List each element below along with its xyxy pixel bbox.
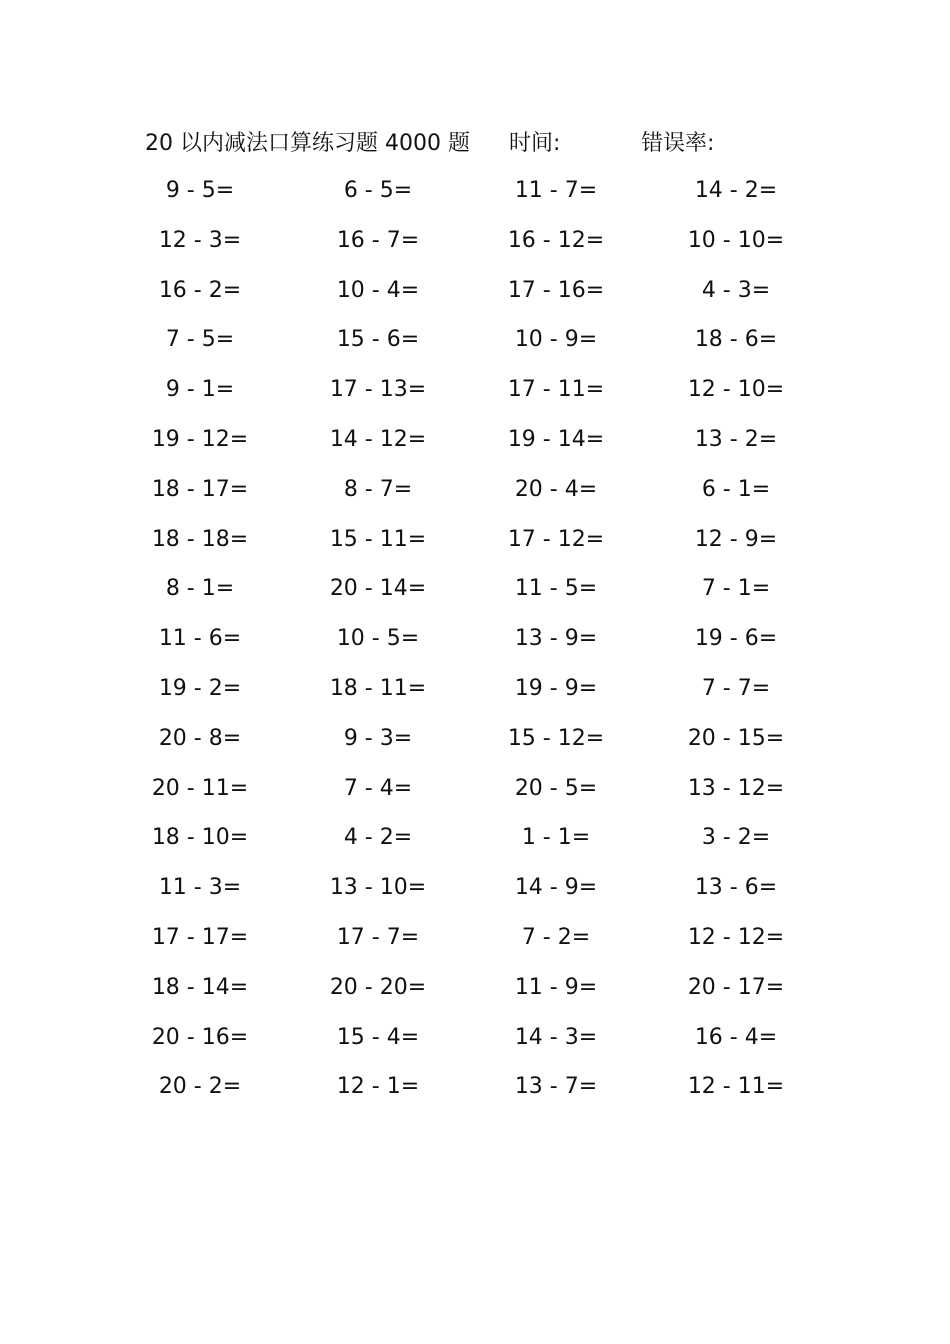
problem-cell: 13 - 2= [694,426,778,452]
problem-cell: 17 - 16= [507,277,605,303]
problem-cell: 14 - 3= [514,1024,598,1050]
problem-cell: 18 - 6= [694,327,778,353]
problem-cell: 11 - 7= [514,178,598,203]
problem-cell: 7 - 5= [165,327,235,353]
problem-cell: 12 - 12= [687,924,785,950]
problem-cell: 20 - 5= [514,775,598,801]
problem-cell: 16 - 12= [507,227,605,253]
problem-cell: 20 - 20= [329,974,427,1000]
problem-cell: 15 - 11= [329,526,427,552]
problem-cell: 15 - 4= [336,1024,420,1050]
problem-cell: 19 - 9= [514,675,598,701]
problem-cell: 11 - 9= [514,974,598,1000]
problem-cell: 13 - 6= [694,875,778,901]
problem-cell: 10 - 4= [336,277,420,303]
problem-cell: 17 - 13= [329,377,427,403]
problem-cell: 14 - 2= [694,178,778,203]
problem-cell: 10 - 5= [336,626,420,652]
problem-cell: 9 - 1= [165,377,235,403]
problem-cell: 6 - 5= [343,178,413,203]
problem-cell: 12 - 10= [687,377,785,403]
problem-cell: 11 - 6= [158,626,242,652]
problem-cell: 13 - 9= [514,626,598,652]
problem-cell: 13 - 10= [329,875,427,901]
problem-cell: 12 - 9= [694,526,778,552]
problem-cell: 7 - 2= [521,924,591,950]
problem-cell: 16 - 2= [158,277,242,303]
problem-cell: 15 - 12= [507,725,605,751]
problem-cell: 20 - 2= [158,1074,242,1100]
problem-cell: 17 - 12= [507,526,605,552]
problem-cell: 13 - 12= [687,775,785,801]
error-rate-label: 错误率: [641,131,715,156]
problem-cell: 19 - 14= [507,426,605,452]
problem-cell: 17 - 17= [151,924,249,950]
problem-cell: 18 - 17= [151,476,249,502]
problem-cell: 7 - 1= [701,576,771,602]
problem-cell: 18 - 11= [329,675,427,701]
problem-cell: 9 - 5= [165,178,235,203]
problem-cell: 14 - 12= [329,426,427,452]
problem-cell: 4 - 2= [343,825,413,851]
problem-cell: 9 - 3= [343,725,413,751]
problem-cell: 20 - 4= [514,476,598,502]
problem-cell: 18 - 14= [151,974,249,1000]
problem-cell: 18 - 18= [151,526,249,552]
problem-cell: 12 - 11= [687,1074,785,1100]
problem-cell: 4 - 3= [701,277,771,303]
problem-cell: 12 - 1= [336,1074,420,1100]
problem-cell: 10 - 10= [687,227,785,253]
problem-cell: 16 - 7= [336,227,420,253]
problem-cell: 7 - 7= [701,675,771,701]
problem-cell: 14 - 9= [514,875,598,901]
problem-cell: 8 - 1= [165,576,235,602]
worksheet-title: 20 以内减法口算练习题 4000 题 [145,131,470,156]
time-label: 时间: [509,131,561,156]
problem-cell: 6 - 1= [701,476,771,502]
problem-cell: 20 - 17= [687,974,785,1000]
problem-cell: 20 - 11= [151,775,249,801]
problem-cell: 7 - 4= [343,775,413,801]
problem-cell: 8 - 7= [343,476,413,502]
problem-cell: 15 - 6= [336,327,420,353]
problem-cell: 12 - 3= [158,227,242,253]
problem-cell: 11 - 5= [514,576,598,602]
problem-cell: 13 - 7= [514,1074,598,1100]
problem-cell: 3 - 2= [701,825,771,851]
problem-cell: 16 - 4= [694,1024,778,1050]
problem-cell: 10 - 9= [514,327,598,353]
problem-cell: 11 - 3= [158,875,242,901]
problem-cell: 17 - 11= [507,377,605,403]
problem-cell: 19 - 6= [694,626,778,652]
problem-cell: 18 - 10= [151,825,249,851]
problem-cell: 19 - 2= [158,675,242,701]
problem-cell: 1 - 1= [521,825,591,851]
problem-cell: 20 - 15= [687,725,785,751]
problem-cell: 20 - 8= [158,725,242,751]
problem-cell: 17 - 7= [336,924,420,950]
problem-cell: 20 - 16= [151,1024,249,1050]
worksheet-header [145,124,845,164]
problem-cell: 19 - 12= [151,426,249,452]
problem-cell: 20 - 14= [329,576,427,602]
